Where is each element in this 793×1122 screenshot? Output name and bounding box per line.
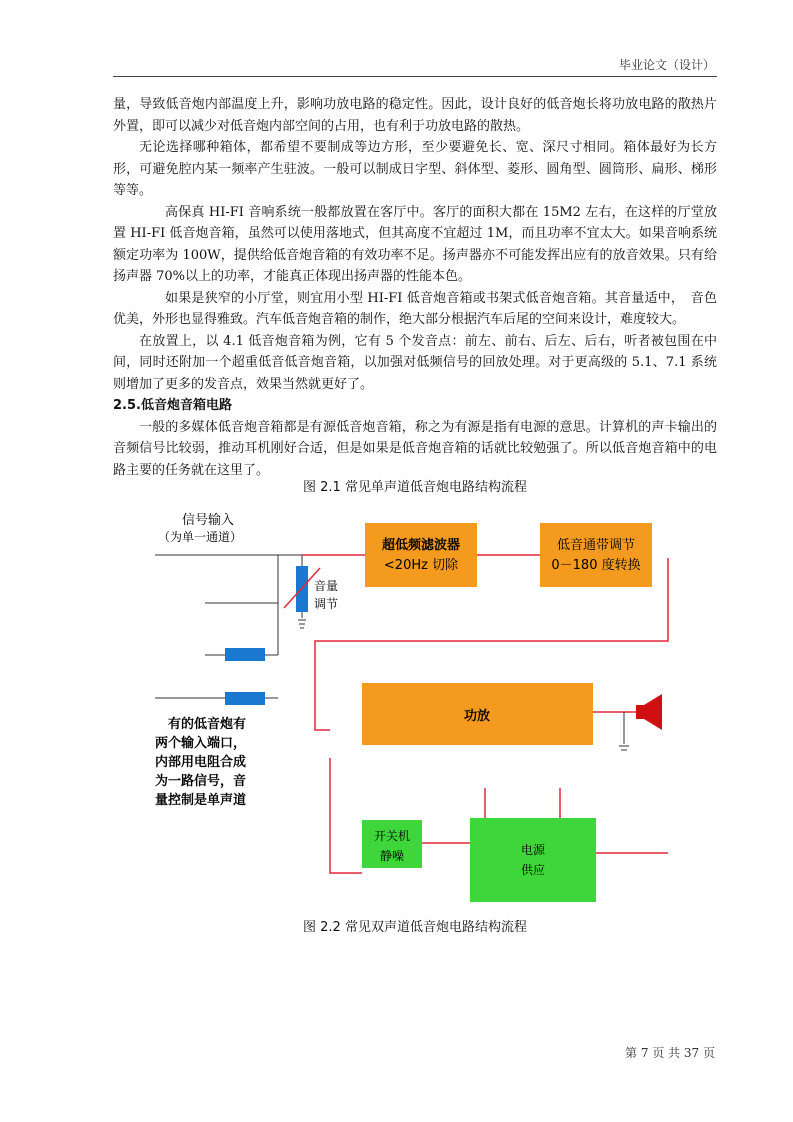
paragraph-2: 无论选择哪种箱体，都希望不要制成等边方形，至少要避免长、宽、深尺寸相同。箱体最好为长方形，可避免腔内某一频率产生驻波。一般可以制成日字型、斜体型、菱形、圆角型、圆筒形、扁形、梯形等等。 xyxy=(113,140,717,198)
header-rule xyxy=(113,76,717,77)
circuit-diagram xyxy=(130,498,690,906)
figure-caption-1: 图 2.1 常见单声道低音炮电路结构流程 xyxy=(303,480,527,495)
switch-label-1: 开关机 xyxy=(373,829,411,843)
bass-pass-box xyxy=(540,523,652,587)
power-supply-box xyxy=(470,818,596,902)
figure-caption-2: 图 2.2 常见双声道低音炮电路结构流程 xyxy=(303,920,527,935)
signal-input-sub: （为单一通道） xyxy=(158,530,243,544)
paragraph-4: 如果是狭窄的小厅堂，则宜用小型 HI-FI 低音炮音箱或书架式低音炮音箱。其音量适中， 音色优美，外形也显得雅致。汽车低音炮音箱的制作，绝大部分根据汽车后尾的空间来设计，难度较大。 xyxy=(113,290,717,327)
speaker-icon xyxy=(636,694,662,730)
paragraph-1: 量，导致低音炮内部温度上升，影响功放电路的稳定性。因此，设计良好的低音炮长将功放电路的散热片外置，即可以减少对低音炮内部空间的占用，也有利于功放电路的散热。 xyxy=(113,97,717,134)
main-body xyxy=(113,94,717,481)
note-line-5: 量控制是单声道 xyxy=(155,793,247,808)
subsonic-filter-box xyxy=(365,523,477,587)
note-line-4: 为一路信号，音 xyxy=(155,774,247,789)
input-port-1 xyxy=(225,648,265,661)
page-header: 毕业论文（设计） xyxy=(618,58,715,72)
note-line-1: 有的低音炮有 xyxy=(168,717,247,732)
input-port-2 xyxy=(225,692,265,705)
amp-ground-icon xyxy=(619,712,629,750)
paragraph-3: 高保真 HI-FI 音响系统一般都放置在客厅中。客厅的面积大都在 15M2 左右，在这样的厅堂放置 HI-FI 低音炮音箱，虽然可以使用落地式，但其高度不宜超过 1M，而且功率不宜太大。如果音响系统额定功率为 100W，提供给低音炮音箱的有效功率不足。扬声器亦不可能发挥出应有的放音效果。只有给扬声器 70%以上的功率，才能真正体现出扬声器的性能本色。 xyxy=(113,204,717,284)
volume-label-1: 音量 xyxy=(314,579,339,593)
signal-input-label: 信号输入 xyxy=(182,513,235,528)
paragraph-5: 在放置上，以 4.1 低音炮音箱为例，它有 5 个发音点：前左、前右、后左、后右，听者被包围在中间，同时还附加一个超重低音低音炮音箱，以加强对低频信号的回放处理。对于更高级的 5.1、7.1 系统则增加了更多的发音点，效果当然就更好了。 xyxy=(113,333,717,392)
note-line-2: 两个输入端口， xyxy=(155,736,247,751)
section-paragraph: 一般的多媒体低音炮音箱都是有源低音炮音箱，称之为有源是指有电源的意思。计算机的声卡输出的音频信号比较弱，推动耳机刚好合适，但是如果是低音炮音箱的话就比较勉强了。所以低音炮音箱中的电路主要的任务就在这里了。 xyxy=(113,419,717,478)
input-note xyxy=(155,716,246,808)
filter-label-2: <20Hz 切除 xyxy=(383,558,459,573)
power-label-1: 电源 xyxy=(520,843,546,857)
bass-label-1: 低音通带调节 xyxy=(556,538,636,553)
volume-label-2: 调节 xyxy=(314,597,339,611)
section-heading: 2.5.低音炮音箱电路 xyxy=(113,398,232,413)
switch-label-2: 静噪 xyxy=(379,849,405,863)
page-footer: 第 7 页 共 37 页 xyxy=(625,1046,715,1060)
input-wires xyxy=(155,555,365,698)
bass-label-2: 0－180 度转换 xyxy=(551,558,641,573)
power-label-2: 供应 xyxy=(520,863,546,877)
filter-label-1: 超低频滤波器 xyxy=(381,538,461,553)
amplifier-label: 功放 xyxy=(463,709,491,724)
note-line-3: 内部用电阻合成 xyxy=(155,755,247,770)
